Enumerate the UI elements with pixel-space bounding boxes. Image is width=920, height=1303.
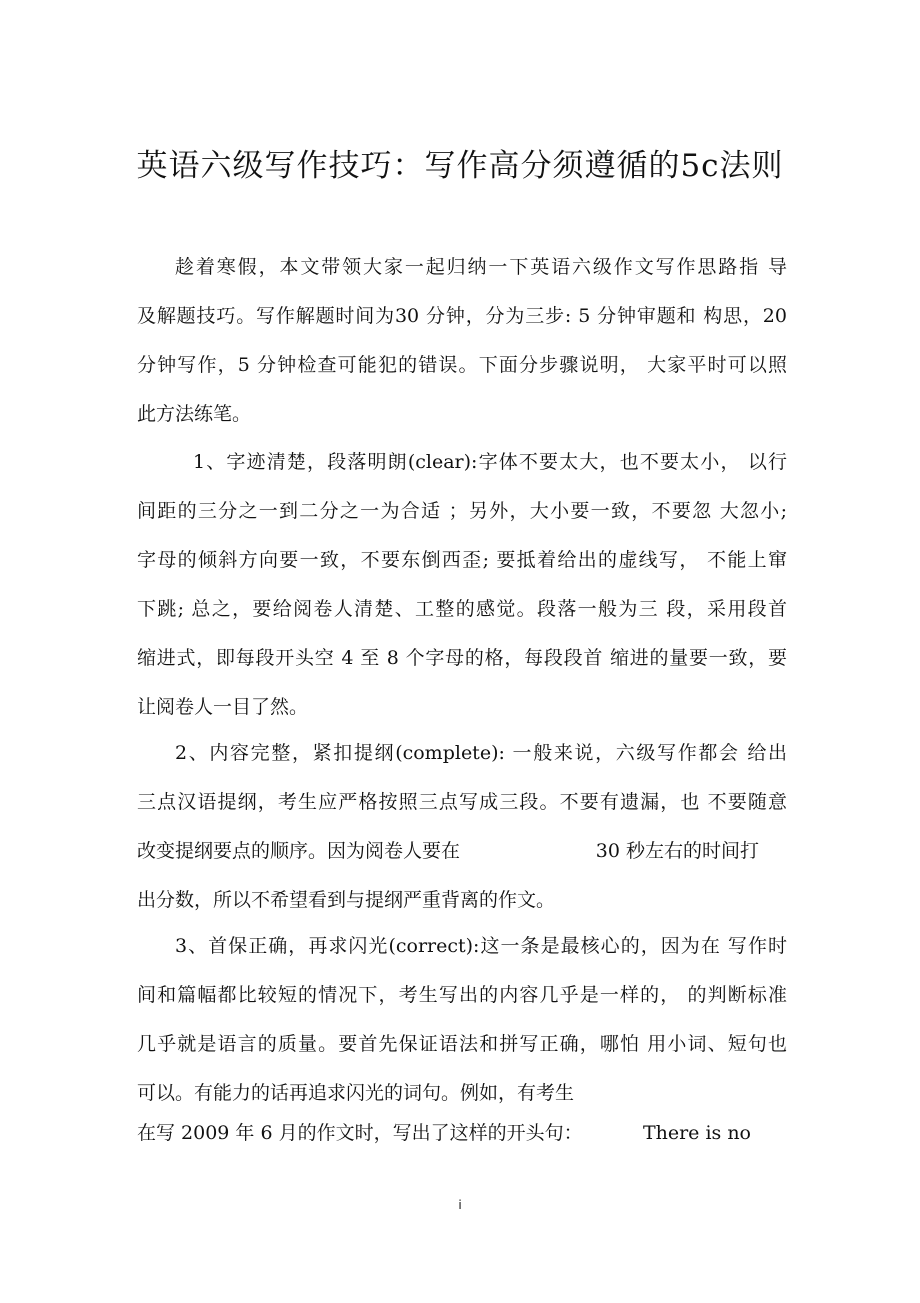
- text-line: 3、首保正确，再求闪光(correct):这一条是最核心的，因为在 写作时: [175, 935, 787, 957]
- intro-paragraph: [137, 243, 787, 439]
- text-line: 分钟写作，5 分钟检查可能犯的错误。下面分步骤说明， 大家平时可以照: [137, 354, 787, 376]
- text-line: 2、内容完整，紧扣提纲(complete): 一般来说，六级写作都会 给出: [175, 742, 787, 764]
- page-title: 英语六级写作技巧：写作高分须遵循的5c法则: [136, 148, 784, 184]
- text-line: 缩进式，即每段开头空 4 至 8 个字母的格，每段段首 缩进的量要一致，要: [137, 647, 787, 669]
- text-line: 1、字迹清楚，段落明朗(clear):字体不要太大，也不要太小， 以行: [193, 451, 787, 473]
- text-line: 字母的倾斜方向要一致，不要东倒西歪; 要抵着给出的虚线写， 不能上窜: [137, 549, 787, 571]
- text-line: 趁着寒假，本文带领大家一起归纳一下英语六级作文写作思路指 导: [175, 256, 787, 278]
- text-line: 间距的三分之一到二分之一为合适 ；另外，大小要一致，不要忽 大忽小;: [137, 500, 787, 522]
- text-line: 及解题技巧。写作解题时间为30 分钟，分为三步: 5 分钟审题和 构思，20: [137, 305, 787, 327]
- text-fragment: 30 秒左右的时间打: [595, 840, 759, 862]
- final-line: [137, 1109, 751, 1158]
- text-line: 可以。有能力的话再追求闪光的词句。例如，有考生: [137, 1082, 575, 1104]
- point-3-paragraph: [137, 922, 787, 1118]
- text-line: 出分数，所以不希望看到与提纲严重背离的作文。: [137, 889, 556, 911]
- text-line: 间和篇幅都比较短的情况下，考生写出的内容几乎是一样的， 的判断标准: [137, 984, 787, 1006]
- text-fragment: There is no: [642, 1122, 751, 1144]
- text-fragment: 改变提纲要点的顺序。因为阅卷人要在: [137, 840, 461, 862]
- text-line: 此方法练笔。: [137, 403, 252, 425]
- text-line: 几乎就是语言的质量。要首先保证语法和拼写正确，哪怕 用小词、短句也: [137, 1033, 787, 1055]
- text-fragment: 在写 2009 年 6 月的作文时，写出了这样的开头句：: [137, 1122, 583, 1144]
- page-number: i: [458, 1198, 462, 1212]
- text-line: 让阅卷人一目了然。: [137, 696, 309, 718]
- text-line: 下跳; 总之，要给阅卷人清楚、工整的感觉。段落一般为三 段，采用段首: [137, 598, 787, 620]
- text-line: 三点汉语提纲，考生应严格按照三点写成三段。不要有遗漏，也 不要随意: [137, 791, 787, 813]
- point-2-paragraph: [137, 729, 787, 925]
- text-line: [137, 827, 787, 876]
- point-1-paragraph: [137, 438, 787, 732]
